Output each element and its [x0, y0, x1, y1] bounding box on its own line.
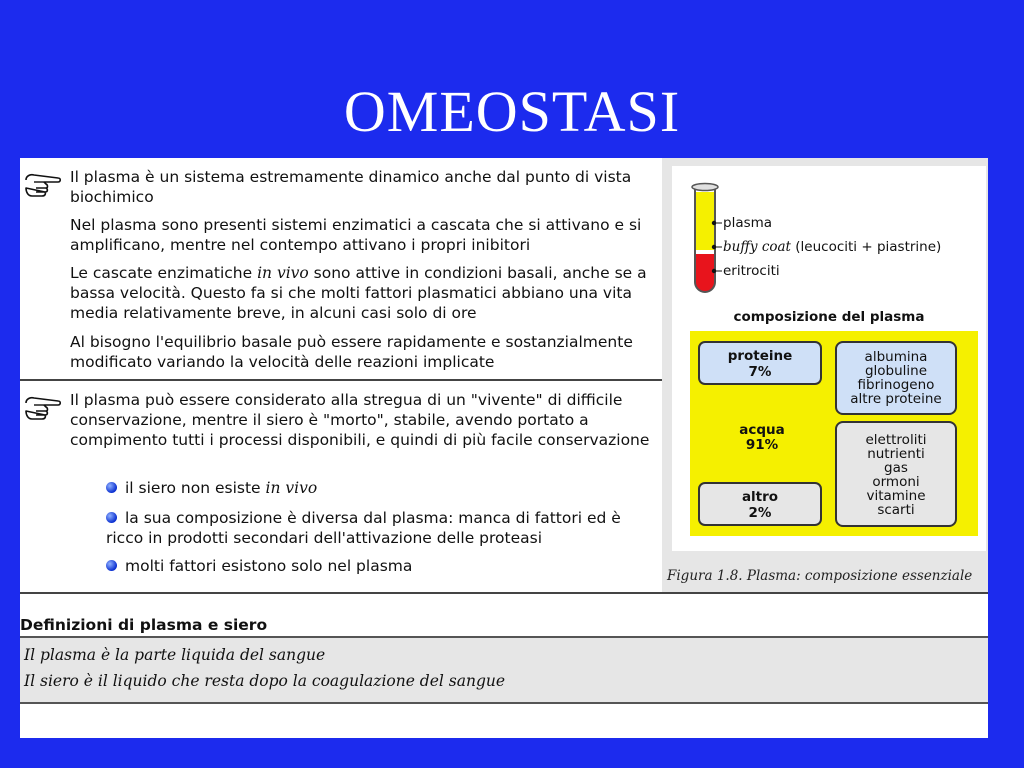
- label-eritrociti: eritrociti: [723, 263, 780, 279]
- other-list-item: gas: [884, 460, 908, 476]
- proteine-value: 7%: [748, 364, 772, 380]
- in-vivo-italic: in vivo: [257, 264, 309, 282]
- protein-list-item: albumina: [864, 349, 928, 365]
- paragraph-1: Il plasma è un sistema estremamente dinamico anche dal punto di vista biochimico: [70, 168, 632, 206]
- bullet-item-2: [106, 508, 662, 548]
- figure-caption: Figura 1.8. Plasma: composizione essenziale: [667, 568, 973, 584]
- paragraph-5: Il plasma può essere considerato alla stregua di un "vivente" di difficile conservazione, mentre il siero è "morto", stabile, avendo portato a compimento tutti i processi disponibili, e quindi di più facile conservazione: [70, 391, 650, 449]
- bullet-1-text: il siero non esiste: [125, 479, 266, 497]
- bullet-item-1: [106, 478, 317, 498]
- pointing-hand-icon: [24, 395, 64, 421]
- content-sheet: [20, 158, 988, 738]
- other-list-item: scarti: [877, 502, 915, 518]
- protein-list-item: altre proteine: [850, 391, 942, 407]
- acqua-value: 91%: [745, 437, 779, 453]
- label-plasma: plasma: [723, 215, 773, 231]
- acqua-label: acqua: [739, 422, 785, 438]
- bullet-3-text: molti fattori esistono solo nel plasma: [125, 557, 413, 575]
- definition-plasma: Il plasma è la parte liquida del sangue: [24, 646, 326, 664]
- text-column: [20, 158, 662, 593]
- definitions-box: [20, 636, 988, 704]
- proteine-label: proteine: [727, 348, 793, 364]
- altro-label: altro: [741, 489, 779, 505]
- other-list-item: vitamine: [866, 488, 926, 504]
- paragraph-3: [70, 263, 662, 323]
- page-title: OMEOSTASI: [343, 79, 681, 144]
- pointing-hand-icon: [24, 172, 64, 198]
- paragraph-4: Al bisogno l'equilibrio basale può essere rapidamente e sostanzialmente modificato variando la velocità delle reazioni implicate: [70, 333, 633, 371]
- bullet-item-3: [106, 556, 412, 576]
- figure-plasma-composition: [672, 166, 986, 551]
- other-list-item: nutrienti: [867, 446, 925, 462]
- divider: [20, 379, 662, 381]
- blue-dot-icon: [106, 560, 117, 571]
- in-vivo-italic: in vivo: [265, 479, 318, 497]
- figure-panel: [662, 158, 988, 593]
- paragraph-2: Nel plasma sono presenti sistemi enzimatici a cascata che si attivano e si amplificano, mentre nel contempo attivano i propri inibitori: [70, 216, 642, 254]
- other-list-item: elettroliti: [865, 432, 927, 448]
- definition-siero: Il siero è il liquido che resta dopo la coagulazione del sangue: [24, 672, 506, 690]
- other-list-item: ormoni: [872, 474, 920, 490]
- paragraph-3-end: sono attive in condizioni basali, anche se a bassa velocità. Questo fa si che molti fattori plasmatici abbiano una vita media relativamente breve, in alcuni casi solo di ore: [70, 264, 647, 322]
- protein-list-item: fibrinogeno: [857, 377, 935, 393]
- label-buffy-coat: buffy coat (leucociti + piastrine): [723, 239, 942, 255]
- composition-title: composizione del plasma: [733, 309, 925, 325]
- test-tube-icon: [692, 184, 718, 293]
- blue-dot-icon: [106, 482, 117, 493]
- bullet-2-text: la sua composizione è diversa dal plasma: manca di fattori ed è ricco in prodotti secondari dell'attivazione delle proteasi: [106, 509, 621, 547]
- section-plasma-dynamics: [20, 158, 662, 380]
- altro-value: 2%: [748, 505, 772, 521]
- paragraph-3-start: Le cascate enzimatiche: [70, 264, 258, 282]
- blue-dot-icon: [106, 512, 117, 523]
- divider: [20, 592, 988, 594]
- protein-list-item: globuline: [864, 363, 928, 379]
- section-plasma-vs-serum: [20, 382, 662, 592]
- definitions-title: Definizioni di plasma e siero: [20, 616, 268, 634]
- plasma-figure-svg: [672, 166, 986, 551]
